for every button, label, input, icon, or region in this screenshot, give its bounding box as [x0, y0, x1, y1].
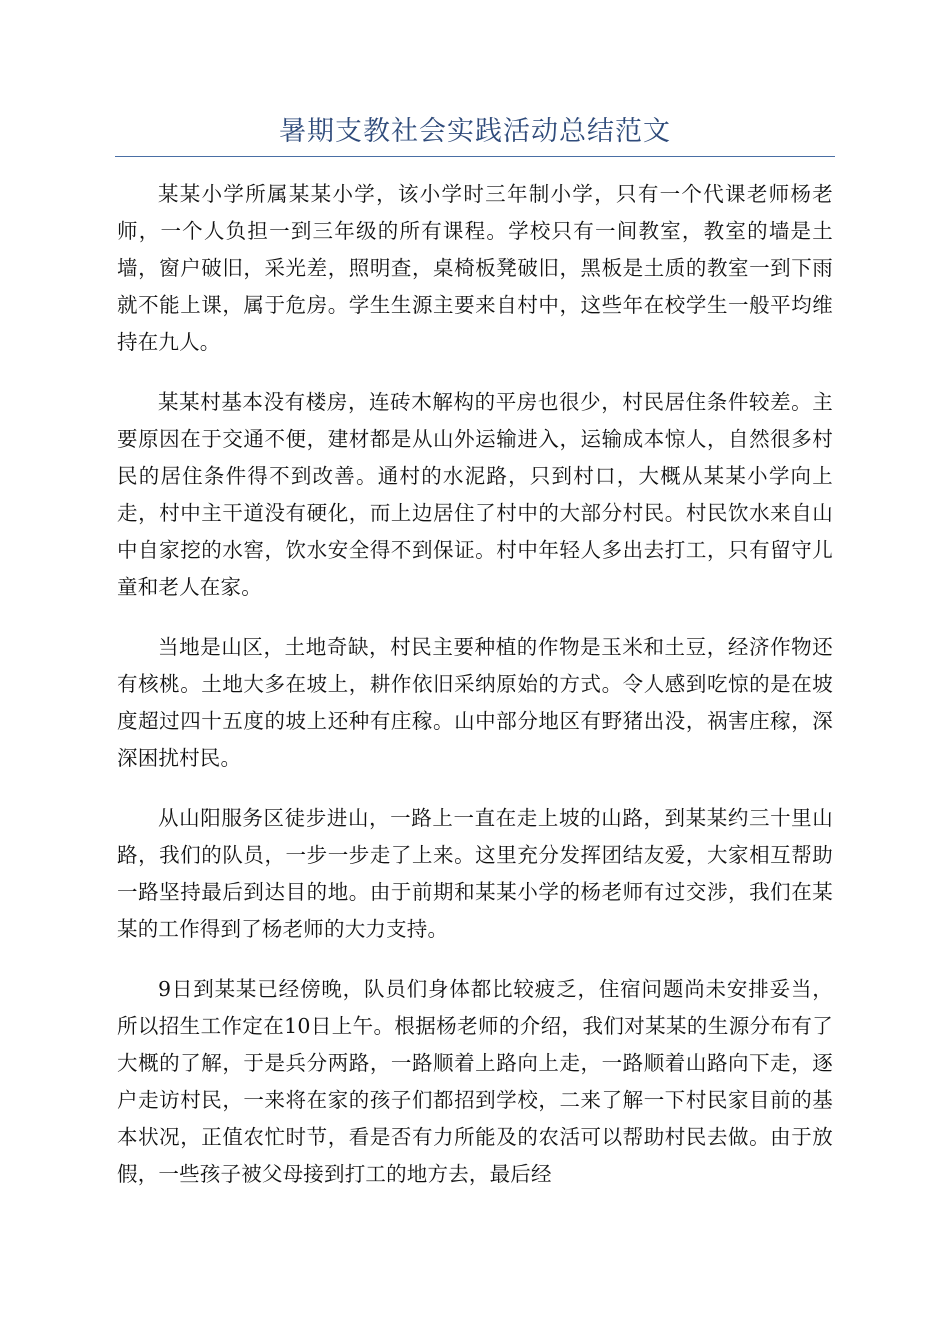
document-title: 暑期支教社会实践活动总结范文: [279, 116, 671, 147]
paragraph-1: 某某小学所属某某小学，该小学时三年制小学，只有一个代课老师杨老师，一个人负担一到三年级的所有课程。学校只有一间教室，教室的墙是土墙，窗户破旧，采光差，照明查，桌椅板凳破旧，黑板是土质的教室一到下雨就不能上课，属于危房。学生生源主要来自村中，这些年在校学生一般平均维持在九人。: [117, 182, 833, 354]
title-block: [115, 112, 835, 157]
paragraph-2: 某某村基本没有楼房，连砖木解构的平房也很少，村民居住条件较差。主要原因在于交通不便，建材都是从山外运输进入，运输成本惊人，自然很多村民的居住条件得不到改善。通村的水泥路，只到村口，大概从某某小学向上走，村中主干道没有硬化，而上边居住了村中的大部分村民。村民饮水来自山中自家挖的水窖，饮水安全得不到保证。村中年轻人多出去打工，只有留守儿童和老人在家。: [117, 390, 833, 599]
paragraph-5: 9日到某某已经傍晚，队员们身体都比较疲乏，住宿问题尚未安排妥当，所以招生工作定在10日上午。根据杨老师的介绍，我们对某某的生源分布有了大概的了解，于是兵分两路，一路顺着上路向上走，一路顺着山路向下走，逐户走访村民，一来将在家的孩子们都招到学校，二来了解一下村民家目前的基本状况，正值农忙时节，看是否有力所能及的农活可以帮助村民去做。由于放假，一些孩子被父母接到打工的地方去，最后经: [117, 977, 833, 1186]
document-body: [117, 176, 833, 1216]
paragraph-3: 当地是山区，土地奇缺，村民主要种植的作物是玉米和土豆，经济作物还有核桃。土地大多在坡上，耕作依旧采纳原始的方式。令人感到吃惊的是在坡度超过四十五度的坡上还种有庄稼。山中部分地区有野猪出没，祸害庄稼，深深困扰村民。: [117, 635, 833, 770]
paragraph-4: 从山阳服务区徒步进山，一路上一直在走上坡的山路，到某某约三十里山路，我们的队员，一步一步走了上来。这里充分发挥团结友爱，大家相互帮助一路坚持最后到达目的地。由于前期和某某小学的杨老师有过交涉，我们在某某的工作得到了杨老师的大力支持。: [117, 806, 833, 941]
